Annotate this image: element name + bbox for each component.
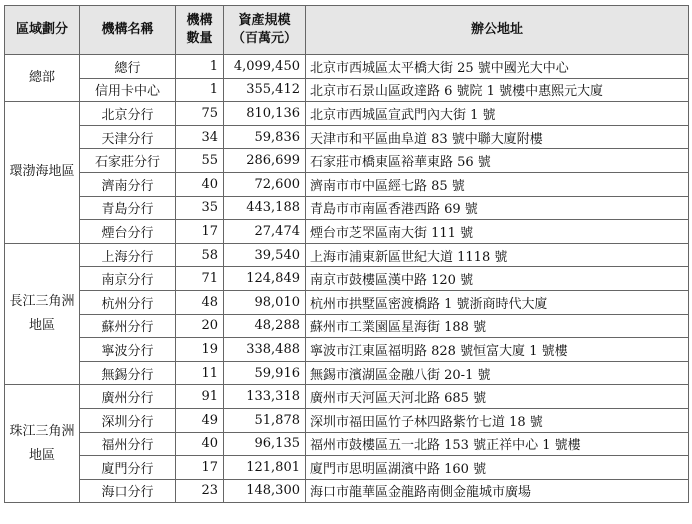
branch-address-cell: 北京市西城區宣武門內大街 1 號 (306, 102, 689, 126)
table-row (5, 338, 689, 362)
table-row (5, 220, 689, 244)
branch-count-cell: 58 (176, 243, 224, 267)
branch-address-cell: 上海市浦東新區世紀大道 1118 號 (306, 243, 689, 267)
branch-assets-cell: 443,188 (224, 196, 306, 220)
table-row (5, 172, 689, 196)
table-row (5, 456, 689, 480)
branch-count-cell: 71 (176, 267, 224, 291)
branch-address-cell: 北京市西城區太平橋大街 25 號中國光大中心 (306, 55, 689, 79)
branch-assets-cell: 39,540 (224, 243, 306, 267)
branch-name-cell: 無錫分行 (80, 361, 176, 385)
branch-assets-cell: 51,878 (224, 408, 306, 432)
region-cell (5, 102, 80, 244)
branch-address-cell: 深圳市福田區竹子林四路紫竹七道 18 號 (306, 408, 689, 432)
table-header (5, 6, 689, 55)
branch-address-cell: 福州市鼓樓區五一北路 153 號正祥中心 1 號樓 (306, 432, 689, 456)
region-cell (5, 385, 80, 503)
branch-count-cell: 23 (176, 479, 224, 503)
branch-count-cell: 34 (176, 125, 224, 149)
header-count (176, 6, 224, 55)
table-row (5, 125, 689, 149)
header-address: 辦公地址 (306, 6, 689, 55)
table-row (5, 385, 689, 409)
region-label-line: 長江三角洲 (9, 294, 75, 310)
branch-name-cell: 天津分行 (80, 125, 176, 149)
branch-address-cell: 青島市市南區香港西路 69 號 (306, 196, 689, 220)
branch-count-cell: 40 (176, 432, 224, 456)
branch-address-cell: 無錫市濱湖區金融八街 20-1 號 (306, 361, 689, 385)
table-row (5, 408, 689, 432)
branch-address-cell: 煙台市芝罘區南大街 111 號 (306, 220, 689, 244)
region-label-line: 環渤海地區 (9, 164, 75, 180)
branch-name-cell: 廣州分行 (80, 385, 176, 409)
table-row (5, 196, 689, 220)
branch-count-cell: 17 (176, 220, 224, 244)
branch-count-cell: 20 (176, 314, 224, 338)
table-row (5, 267, 689, 291)
header-region: 區域劃分 (5, 6, 80, 55)
branch-assets-cell: 133,318 (224, 385, 306, 409)
header-count-line1: 機構 (186, 13, 213, 28)
header-assets-line1: 資產規模 (238, 13, 291, 28)
branch-name-cell: 煙台分行 (80, 220, 176, 244)
header-assets-line2: （百萬元） (231, 31, 297, 46)
table-row (5, 55, 689, 79)
region-label-line: 總部 (28, 70, 55, 86)
table-row (5, 361, 689, 385)
region-label-line: 珠江三角洲 (9, 423, 75, 439)
branch-assets-cell: 59,836 (224, 125, 306, 149)
branch-address-cell: 石家莊市橋東區裕華東路 56 號 (306, 149, 689, 173)
branch-assets-cell: 72,600 (224, 172, 306, 196)
branch-assets-cell: 286,699 (224, 149, 306, 173)
branch-count-cell: 75 (176, 102, 224, 126)
table-row (5, 432, 689, 456)
branch-count-cell: 1 (176, 78, 224, 102)
branch-name-cell: 信用卡中心 (80, 78, 176, 102)
branch-assets-cell: 96,135 (224, 432, 306, 456)
table-row (5, 314, 689, 338)
branch-assets-cell: 4,099,450 (224, 55, 306, 79)
table-row (5, 290, 689, 314)
branch-assets-cell: 148,300 (224, 479, 306, 503)
region-label-line: 地區 (28, 318, 55, 334)
branch-name-cell: 北京分行 (80, 102, 176, 126)
branch-count-cell: 48 (176, 290, 224, 314)
branch-assets-cell: 48,288 (224, 314, 306, 338)
table-row (5, 149, 689, 173)
branch-name-cell: 杭州分行 (80, 290, 176, 314)
table-row (5, 479, 689, 503)
header-name: 機構名稱 (80, 6, 176, 55)
region-cell (5, 55, 80, 102)
branch-address-cell: 廈門市思明區湖濱中路 160 號 (306, 456, 689, 480)
branch-address-cell: 南京市鼓樓區漢中路 120 號 (306, 267, 689, 291)
region-cell (5, 243, 80, 385)
branch-name-cell: 青島分行 (80, 196, 176, 220)
branch-address-cell: 天津市和平區曲阜道 83 號中聯大廈附樓 (306, 125, 689, 149)
branch-assets-cell: 355,412 (224, 78, 306, 102)
branch-assets-cell: 121,801 (224, 456, 306, 480)
header-count-line2: 數量 (186, 31, 213, 46)
header-row (5, 6, 689, 55)
branch-assets-cell: 338,488 (224, 338, 306, 362)
branch-count-cell: 1 (176, 55, 224, 79)
branch-name-cell: 海口分行 (80, 479, 176, 503)
branch-name-cell: 福州分行 (80, 432, 176, 456)
branch-assets-cell: 810,136 (224, 102, 306, 126)
branch-name-cell: 深圳分行 (80, 408, 176, 432)
branch-name-cell: 廈門分行 (80, 456, 176, 480)
branch-assets-cell: 98,010 (224, 290, 306, 314)
header-assets (224, 6, 306, 55)
branch-count-cell: 91 (176, 385, 224, 409)
branch-count-cell: 11 (176, 361, 224, 385)
branch-address-cell: 海口市龍華區金龍路南側金龍城市廣場 (306, 479, 689, 503)
branch-assets-cell: 59,916 (224, 361, 306, 385)
branch-name-cell: 石家莊分行 (80, 149, 176, 173)
branch-address-cell: 杭州市拱墅區密渡橋路 1 號浙商時代大廈 (306, 290, 689, 314)
branch-name-cell: 南京分行 (80, 267, 176, 291)
branch-count-cell: 49 (176, 408, 224, 432)
branch-name-cell: 蘇州分行 (80, 314, 176, 338)
table-row (5, 102, 689, 126)
branch-table-container (4, 5, 689, 503)
branch-name-cell: 總行 (80, 55, 176, 79)
region-label-line: 地區 (28, 447, 55, 463)
branch-count-cell: 17 (176, 456, 224, 480)
branch-address-cell: 濟南市市中區經七路 85 號 (306, 172, 689, 196)
branch-count-cell: 40 (176, 172, 224, 196)
table-row (5, 78, 689, 102)
branch-address-cell: 寧波市江東區福明路 828 號恒富大廈 1 號樓 (306, 338, 689, 362)
branch-assets-cell: 124,849 (224, 267, 306, 291)
branch-name-cell: 寧波分行 (80, 338, 176, 362)
branch-count-cell: 35 (176, 196, 224, 220)
branch-name-cell: 上海分行 (80, 243, 176, 267)
branch-assets-cell: 27,474 (224, 220, 306, 244)
branch-address-cell: 北京市石景山區政達路 6 號院 1 號樓中惠熙元大廈 (306, 78, 689, 102)
branch-address-cell: 廣州市天河區天河北路 685 號 (306, 385, 689, 409)
table-row (5, 243, 689, 267)
branch-count-cell: 19 (176, 338, 224, 362)
branch-table (4, 5, 689, 503)
branch-address-cell: 蘇州市工業園區星海街 188 號 (306, 314, 689, 338)
branch-name-cell: 濟南分行 (80, 172, 176, 196)
table-body (5, 55, 689, 503)
branch-count-cell: 55 (176, 149, 224, 173)
